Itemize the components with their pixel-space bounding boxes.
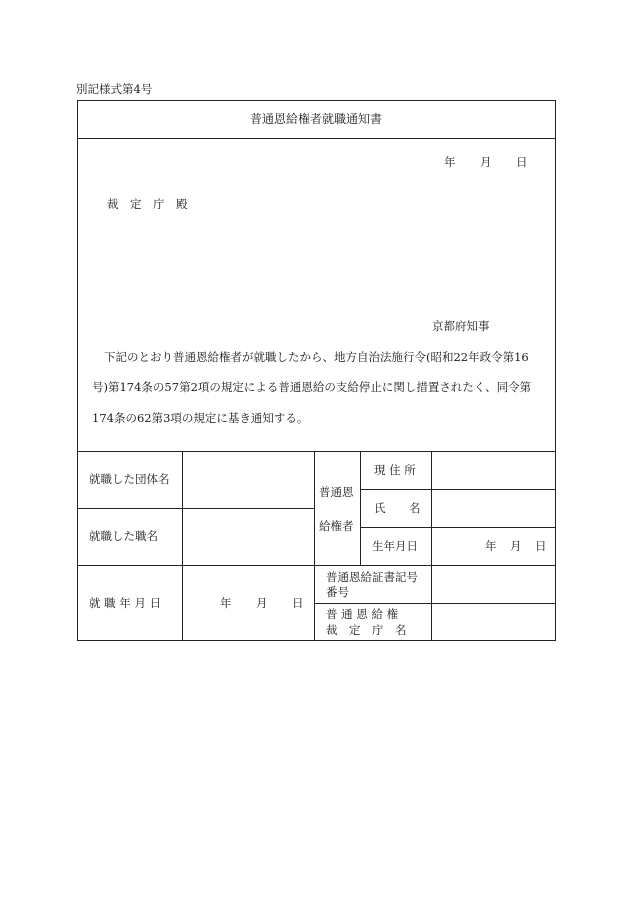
column-divider — [431, 451, 432, 641]
row-divider — [77, 508, 314, 509]
recipient-group-label: 給権者 — [319, 519, 354, 533]
date-month: 月 — [480, 155, 492, 169]
sender: 京都府知事 — [432, 319, 490, 333]
notice-form — [77, 100, 556, 641]
addressee-honorific: 殿 — [176, 197, 188, 211]
name-label: 名 — [409, 501, 421, 515]
birthdate-year: 年 — [485, 539, 497, 553]
column-divider — [360, 451, 361, 565]
employment-date-label: 就 職 年 月 日 — [89, 596, 162, 610]
certificate-label: 番号 — [326, 585, 349, 599]
address-label: 現 住 所 — [374, 463, 416, 477]
employment-date-year: 年 — [220, 596, 232, 610]
date-day: 日 — [516, 155, 528, 169]
column-divider — [314, 451, 315, 641]
birthdate-month: 月 — [510, 539, 522, 553]
form-title: 普通恩給権者就職通知書 — [250, 112, 383, 126]
agency-label: 普 通 恩 給 権 — [326, 607, 399, 621]
employment-date-month: 月 — [256, 596, 268, 610]
employment-date-day: 日 — [292, 596, 304, 610]
addressee-office: 裁 定 庁 — [107, 197, 165, 211]
body-line: 174条の62第3項の規定に基き通知する。 — [92, 411, 309, 425]
title-divider — [77, 138, 556, 139]
row-divider — [314, 603, 556, 604]
row-divider — [360, 489, 556, 490]
row-divider — [77, 565, 556, 566]
birthdate-day: 日 — [535, 539, 547, 553]
date-year: 年 — [444, 155, 456, 169]
birthdate-label: 生年月日 — [372, 539, 418, 553]
agency-label: 裁 定 庁 名 — [326, 623, 407, 637]
position-label: 就職した職名 — [89, 529, 158, 543]
body-divider — [77, 451, 556, 452]
certificate-label: 普通恩給証書記号 — [326, 570, 418, 584]
form-number: 別記様式第4号 — [76, 82, 153, 96]
body-line: 号)第174条の57第2項の規定による普通恩給の支給停止に関し措置されたく、同令第 — [92, 380, 532, 394]
recipient-group-label: 普通恩 — [319, 485, 354, 499]
employer-label: 就職した団体名 — [89, 472, 170, 486]
body-line: 下記のとおり普通恩給権者が就職したから、地方自治法施行令(昭和22年政令第16 — [104, 350, 529, 364]
name-label: 氏 — [374, 501, 386, 515]
column-divider — [182, 451, 183, 641]
row-divider — [360, 527, 556, 528]
